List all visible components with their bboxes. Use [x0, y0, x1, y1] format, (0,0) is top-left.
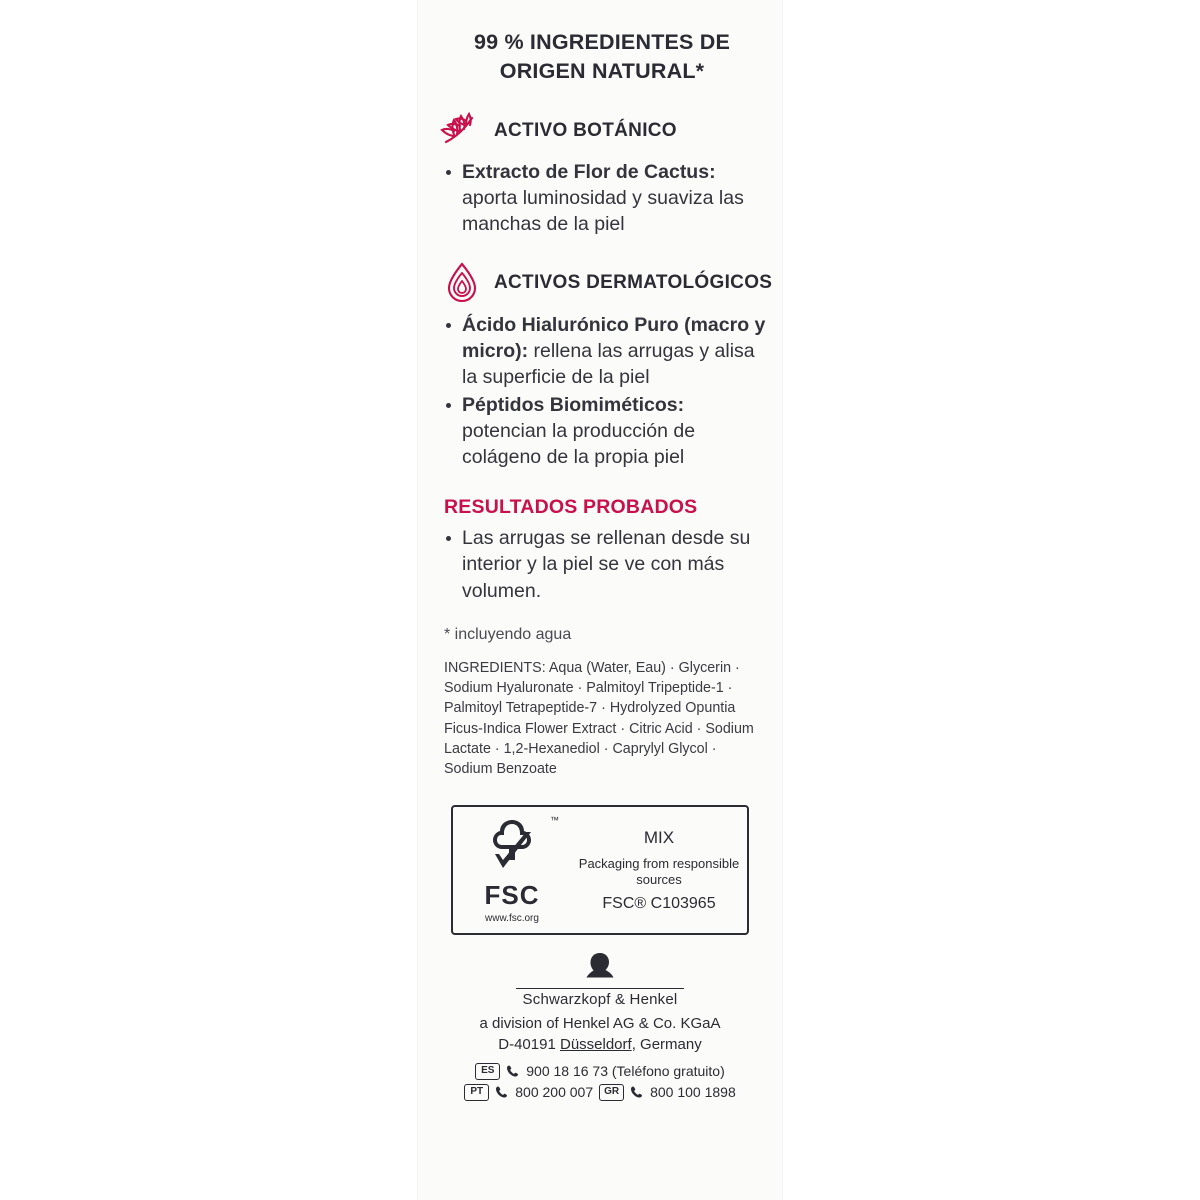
botanical-leaf-icon	[440, 107, 484, 153]
page-title: 99 % INGREDIENTES DE ORIGEN NATURAL*	[473, 30, 731, 83]
brand-divider	[516, 988, 684, 989]
fsc-certification-block	[418, 805, 782, 935]
section-title: ACTIVO BOTÁNICO	[494, 119, 677, 141]
fsc-info	[571, 807, 747, 933]
phone-icon	[495, 1085, 509, 1099]
ingredients-text: INGREDIENTS: Aqua (Water, Eau) · Glycerin · Sodium Hyaluronate · Palmitoyl Tripeptide-1 · Palmitoyl Tetrapeptide-7 · Hydrolyzed Opuntia Ficus-Indica Flower Extract · Citric Acid · Sodium Lactate · 1,2-Hexanediol · Caprylyl Glycol · Sodium Benzoate	[444, 659, 754, 778]
contact-block	[464, 1063, 736, 1101]
list-item-bold: Ácido Hialurónico Puro (macro y micro):	[462, 313, 766, 362]
list-item-bold: Péptidos Biomiméticos:	[462, 393, 685, 416]
list-item-text: potencian la producción de colágeno de la propia piel	[462, 420, 696, 469]
section-header-dermatological	[418, 260, 782, 306]
fsc-description: Packaging from responsible sources	[578, 855, 740, 888]
contact-row-pt-gr	[464, 1084, 736, 1101]
list-item-text: Las arrugas se rellenan desde su interior y la piel se ve con más volumen.	[462, 527, 751, 602]
phone-icon	[630, 1085, 644, 1099]
address-suffix: , Germany	[631, 1035, 702, 1053]
address-prefix: D-40191	[498, 1035, 560, 1053]
section-header-botanical	[418, 107, 782, 153]
phone-number: 800 100 1898	[650, 1084, 736, 1101]
bullet-list-results	[418, 525, 782, 603]
address-city: Düsseldorf	[559, 1035, 632, 1053]
list-item-text: aporta luminosidad y suaviza las manchas de la piel	[462, 187, 744, 236]
country-code-badge: ES	[475, 1063, 500, 1080]
label-content	[418, 0, 782, 1101]
label-panel	[418, 0, 782, 1200]
brand-name: Schwarzkopf & Henkel	[522, 991, 678, 1009]
list-item	[444, 525, 768, 603]
list-item-text: rellena las arrugas y alisa la superficie de la piel	[462, 339, 755, 388]
bullet-list-botanical	[418, 159, 782, 237]
list-item-bold: Extracto de Flor de Cactus:	[462, 161, 716, 184]
fsc-trademark-symbol: ™	[550, 815, 559, 826]
phone-icon	[506, 1064, 520, 1078]
list-item	[444, 312, 768, 390]
list-item	[444, 392, 768, 470]
brand-footer	[418, 965, 782, 1101]
results-title: RESULTADOS PROBADOS	[444, 496, 698, 519]
list-item	[444, 159, 768, 237]
fsc-logo	[453, 807, 571, 933]
fsc-label: FSC	[484, 880, 540, 911]
company-address	[480, 1014, 721, 1055]
droplet-icon	[440, 260, 484, 306]
fsc-code: FSC® C103965	[602, 895, 716, 913]
company-location	[480, 1035, 721, 1055]
country-code-badge: GR	[599, 1084, 624, 1101]
footnote: * incluyendo agua	[444, 625, 572, 643]
phone-number: 900 18 16 73 (Teléfono gratuito)	[526, 1063, 725, 1080]
fsc-box	[451, 805, 749, 935]
bullet-list-dermatological	[418, 312, 782, 471]
fsc-url: www.fsc.org	[485, 913, 539, 925]
country-code-badge: PT	[464, 1084, 489, 1101]
fsc-tree-checkmark-icon	[481, 816, 543, 878]
fsc-mix-label: MIX	[643, 827, 675, 847]
section-title: ACTIVOS DERMATOLÓGICOS	[494, 271, 773, 293]
contact-row-es	[475, 1063, 724, 1080]
schwarzkopf-silhouette-icon	[583, 951, 617, 987]
company-division: a division of Henkel AG & Co. KGaA	[479, 1015, 721, 1033]
phone-number: 800 200 007	[515, 1084, 594, 1101]
